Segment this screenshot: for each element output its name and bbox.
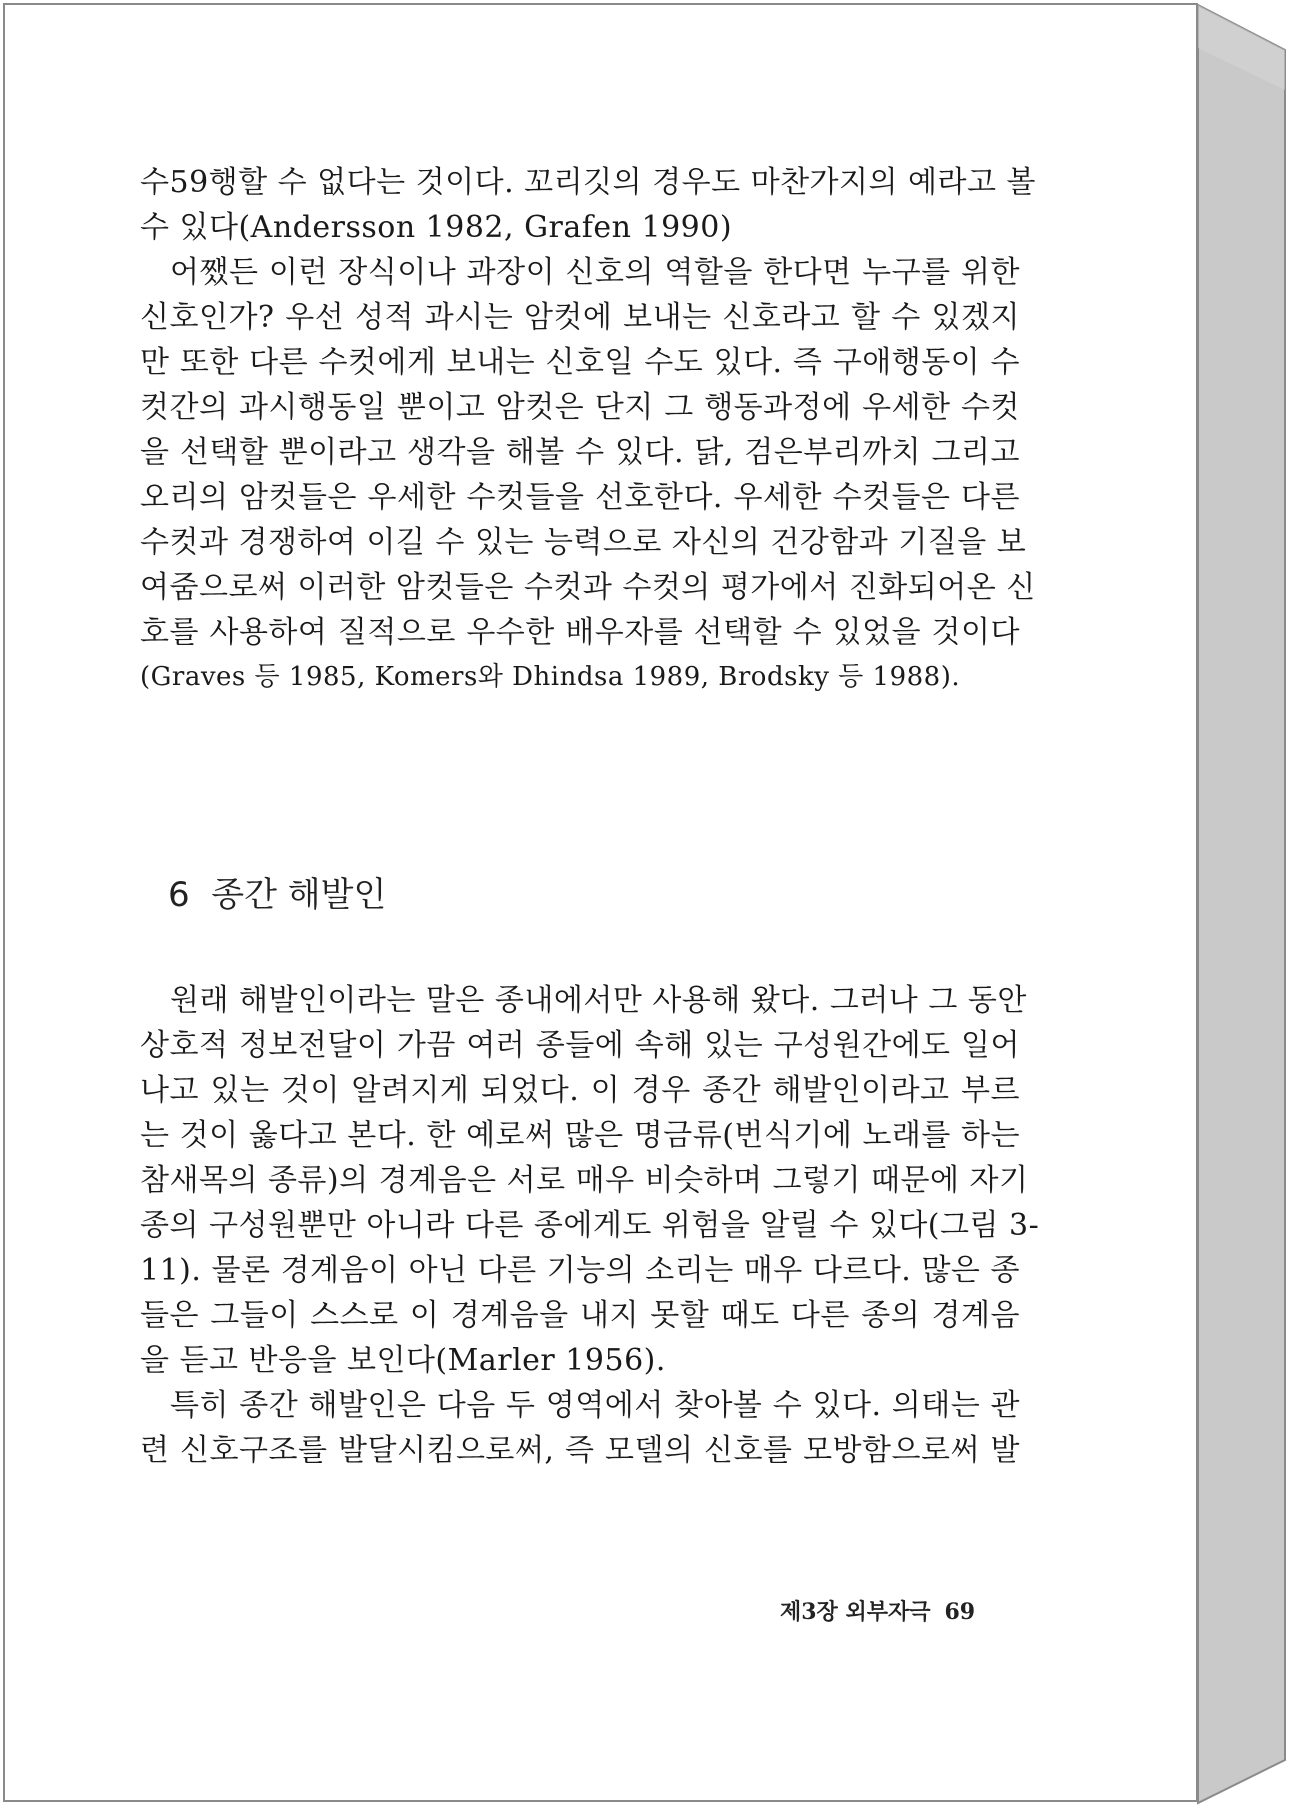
text-line: 참새목의 종류)의 경계음은 서로 매우 비슷하며 그렇기 때문에 자기 <box>140 1163 1029 1198</box>
section-number: 6 <box>168 875 190 915</box>
text-line: 호를 사용하여 질적으로 우수한 배우자를 선택할 수 있었을 것이다 <box>140 615 1020 650</box>
body-text-upper <box>140 160 1036 700</box>
text-line: 특히 종간 해발인은 다음 두 영역에서 찾아볼 수 있다. 의태는 관 <box>170 1388 1020 1423</box>
text-line: 는 것이 옳다고 본다. 한 예로써 많은 명금류(번식기에 노래를 하는 <box>140 1118 1020 1153</box>
page-number: 69 <box>944 1599 976 1625</box>
text-line: 신호인가? 우선 성적 과시는 암컷에 보내는 신호라고 할 수 있겠지 <box>140 300 1020 335</box>
text-line: 컷간의 과시행동일 뿐이고 암컷은 단지 그 행동과정에 우세한 수컷 <box>140 390 1020 425</box>
running-chapter-title: 제3장 외부자극 <box>780 1599 931 1625</box>
text-line: 련 신호구조를 발달시킴으로써, 즉 모델의 신호를 모방함으로써 발 <box>140 1433 1020 1468</box>
text-line: 종의 구성원뿐만 아니라 다른 종에게도 위험을 알릴 수 있다(그림 3- <box>140 1208 1040 1243</box>
text-line: 상호적 정보전달이 가끔 여러 종들에 속해 있는 구성원간에도 일어 <box>140 1028 1020 1063</box>
page-footer <box>780 1595 989 1626</box>
text-line: 수 있다(Andersson 1982, Grafen 1990) <box>140 210 733 245</box>
text-line: 들은 그들이 스스로 이 경계음을 내지 못할 때도 다른 종의 경계음 <box>140 1298 1020 1333</box>
text-line: 어쨌든 이런 장식이나 과장이 신호의 역할을 한다면 누구를 위한 <box>170 255 1020 290</box>
text-line: 원래 해발인이라는 말은 종내에서만 사용해 왔다. 그러나 그 동안 <box>170 983 1027 1018</box>
text-line: 수컷과 경쟁하여 이길 수 있는 능력으로 자신의 건강함과 기질을 보 <box>140 525 1027 560</box>
text-line: 을 선택할 뿐이라고 생각을 해볼 수 있다. 닭, 검은부리까치 그리고 <box>140 435 1020 470</box>
text-line: 여줌으로써 이러한 암컷들은 수컷과 수컷의 평가에서 진화되어온 신 <box>140 570 1036 605</box>
text-line: 을 듣고 반응을 보인다(Marler 1956). <box>140 1343 666 1378</box>
text-line: (Graves 등 1985, Komers와 Dhindsa 1989, Brodsky 등 1988). <box>140 662 961 692</box>
text-line: 오리의 암컷들은 우세한 수컷들을 선호한다. 우세한 수컷들은 다른 <box>140 480 1020 515</box>
body-text-lower <box>140 978 1040 1473</box>
text-line: 11). 물론 경계음이 아닌 다른 기능의 소리는 매우 다르다. 많은 종 <box>140 1253 1020 1288</box>
text-line: 나고 있는 것이 알려지게 되었다. 이 경우 종간 해발인이라고 부르 <box>140 1073 1020 1108</box>
section-heading <box>168 870 386 920</box>
text-line: 수59행할 수 없다는 것이다. 꼬리깃의 경우도 마찬가지의 예라고 볼 <box>140 165 1036 200</box>
text-line: 만 또한 다른 수컷에게 보내는 신호일 수도 있다. 즉 구애행동이 수 <box>140 345 1020 380</box>
section-title: 종간 해발인 <box>211 875 387 915</box>
